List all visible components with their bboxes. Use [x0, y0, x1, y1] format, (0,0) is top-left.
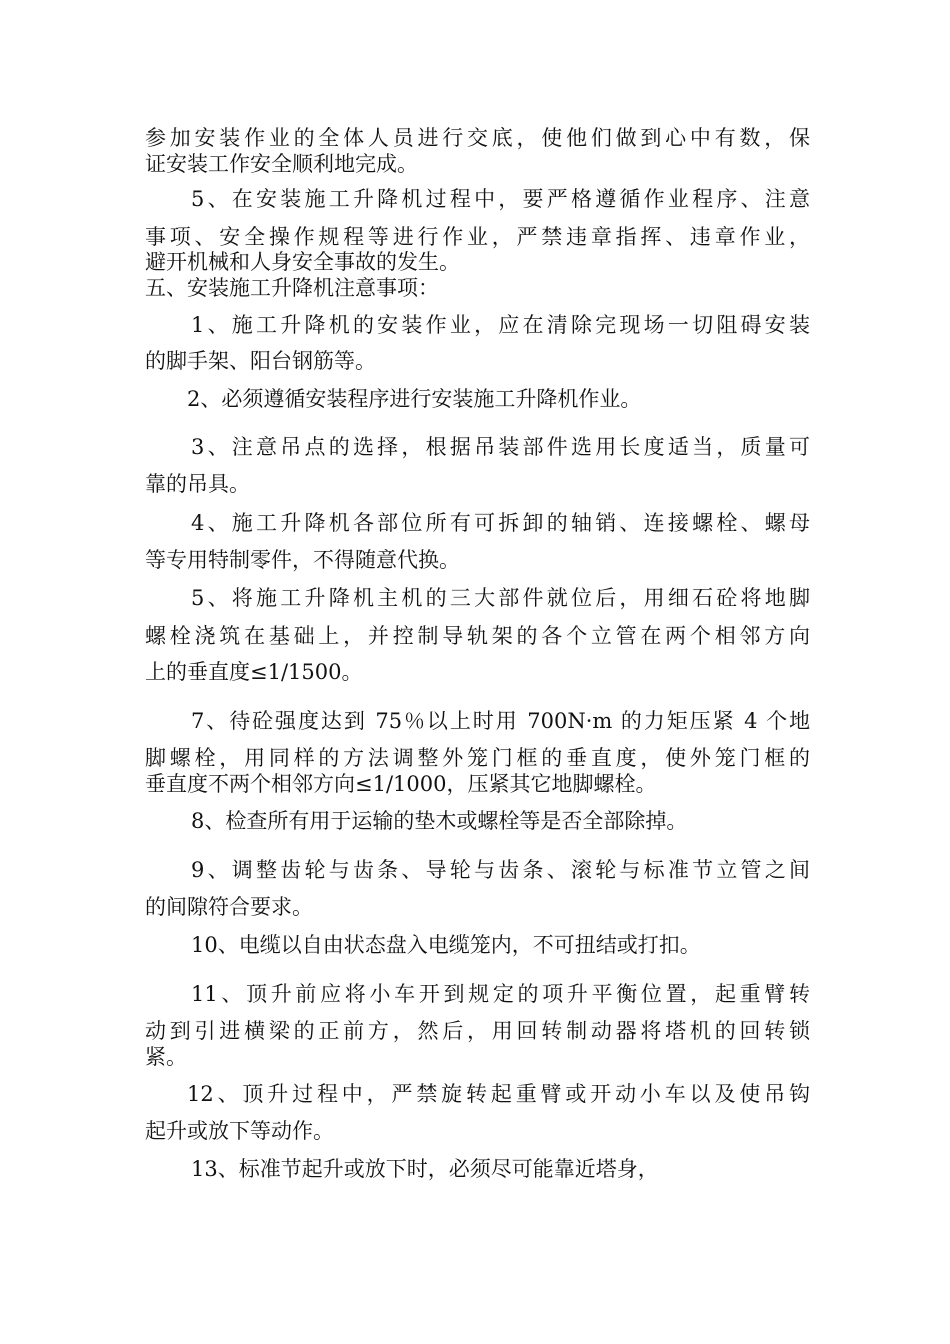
text-line: 11、顶升前应将小车开到规定的项升平衡位置，起重臂转 — [191, 982, 810, 1006]
text-line: 的脚手架、阳台钢筋等。 — [145, 349, 376, 373]
text-line: 紧。 — [145, 1045, 187, 1069]
text-line: 3、注意吊点的选择，根据吊装部件选用长度适当，质量可 — [191, 435, 810, 459]
text-line: 13、标准节起升或放下时，必须尽可能靠近塔身， — [191, 1157, 659, 1181]
text-line: 5、将施工升降机主机的三大部件就位后，用细石砼将地脚 — [191, 586, 810, 610]
text-line: 2、必须遵循安装程序进行安装施工升降机作业。 — [187, 387, 642, 411]
text-line: 上的垂直度≤1/1500。 — [145, 660, 363, 684]
text-line: 参加安装作业的全体人员进行交底，使他们做到心中有数，保 — [145, 126, 810, 150]
text-line: 7、待砼强度达到 75％以上时用 700N·m 的力矩压紧 4 个地 — [191, 709, 810, 733]
text-line: 5、在安装施工升降机过程中，要严格遵循作业程序、注意 — [191, 187, 810, 211]
text-line: 起升或放下等动作。 — [145, 1119, 334, 1143]
text-line: 动到引进横梁的正前方，然后，用回转制动器将塔机的回转锁 — [145, 1019, 810, 1043]
text-line: 靠的吊具。 — [145, 472, 250, 496]
text-line: 螺栓浇筑在基础上，并控制导轨架的各个立管在两个相邻方向 — [145, 624, 810, 648]
text-line: 证安装工作安全顺利地完成。 — [145, 152, 418, 176]
text-line: 4、施工升降机各部位所有可拆卸的轴销、连接螺栓、螺母 — [191, 511, 810, 535]
text-line: 1、施工升降机的安装作业，应在清除完现场一切阻碍安装 — [191, 313, 810, 337]
text-line: 脚螺栓，用同样的方法调整外笼门框的垂直度，使外笼门框的 — [145, 746, 810, 770]
text-line: 12、顶升过程中，严禁旋转起重臂或开动小车以及使吊钩 — [187, 1082, 810, 1106]
text-line: 9、调整齿轮与齿条、导轮与齿条、滚轮与标准节立管之间 — [191, 858, 810, 882]
text-line: 避开机械和人身安全事故的发生。 — [145, 250, 460, 274]
text-line: 10、电缆以自由状态盘入电缆笼内，不可扭结或打扣。 — [191, 933, 701, 957]
text-line: 等专用特制零件，不得随意代换。 — [145, 548, 460, 572]
text-line: 事项、安全操作规程等进行作业，严禁违章指挥、违章作业， — [145, 225, 810, 249]
text-line: 的间隙符合要求。 — [145, 895, 313, 919]
text-line: 垂直度不两个相邻方向≤1/1000，压紧其它地脚螺栓。 — [145, 772, 657, 796]
section-heading: 五、安装施工升降机注意事项： — [145, 276, 439, 300]
text-line: 8、检查所有用于运输的垫木或螺栓等是否全部除掉。 — [191, 809, 688, 833]
